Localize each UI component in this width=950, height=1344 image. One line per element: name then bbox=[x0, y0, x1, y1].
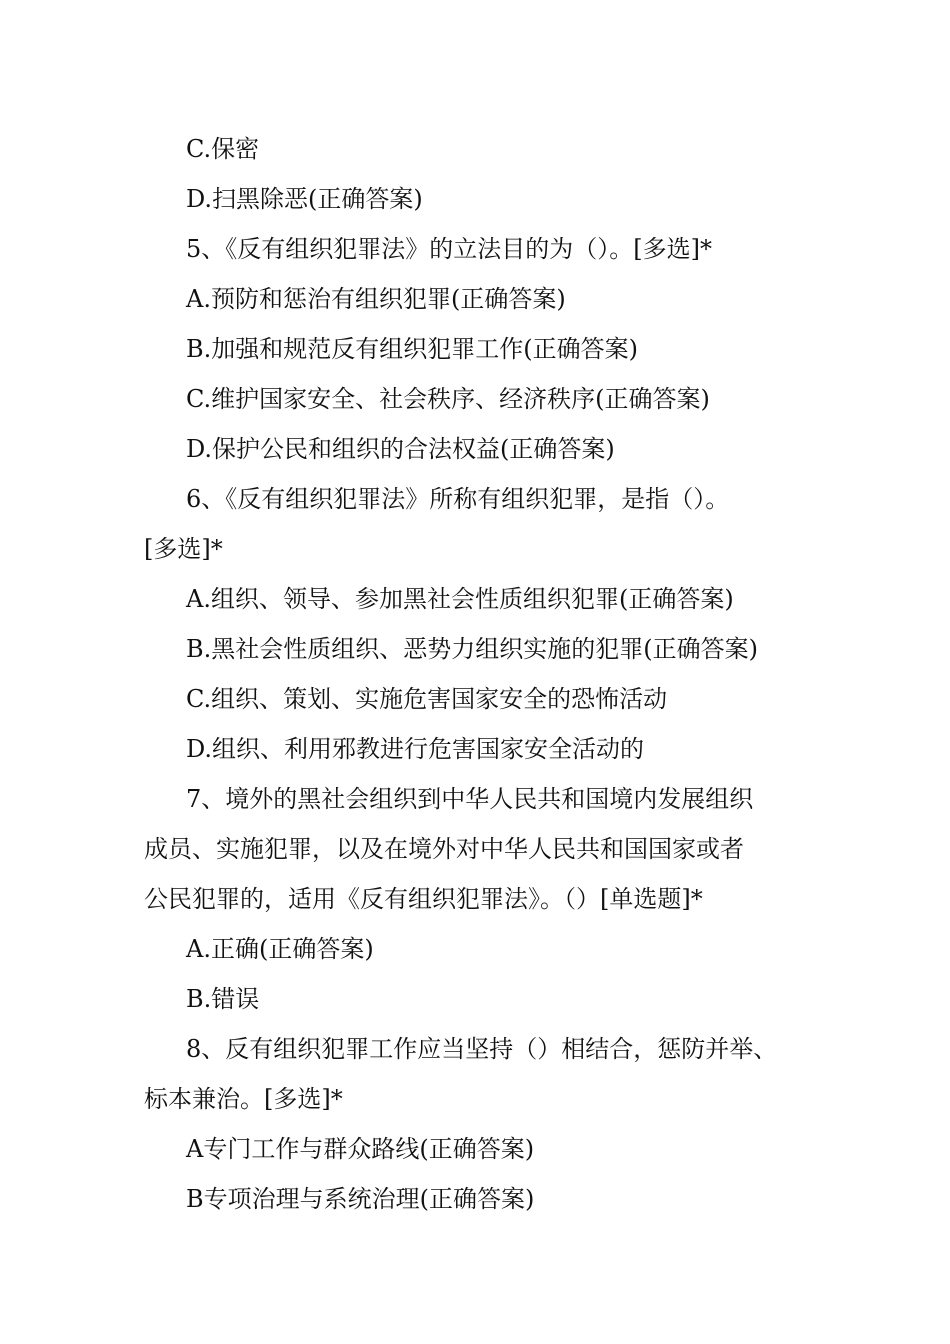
question-6-continued: [多选]* bbox=[144, 535, 223, 563]
option-c-q5: C.维护国家安全、社会秩序、经济秩序(正确答案) bbox=[186, 385, 710, 413]
option-b-q7: B.错误 bbox=[186, 985, 260, 1013]
option-a-q5: A.预防和惩治有组织犯罪(正确答案) bbox=[186, 285, 566, 313]
option-a-q7: A.正确(正确答案) bbox=[186, 935, 374, 963]
question-8-continued: 标本兼治。[多选]* bbox=[144, 1085, 343, 1113]
option-d-q6: D.组织、利用邪教进行危害国家安全活动的 bbox=[186, 735, 645, 763]
option-b-q6: B.黑社会性质组织、恶势力组织实施的犯罪(正确答案) bbox=[186, 635, 758, 663]
option-a-q8: A专门工作与群众路线(正确答案) bbox=[186, 1135, 535, 1163]
option-c-q6: C.组织、策划、实施危害国家安全的恐怖活动 bbox=[186, 685, 668, 713]
question-7-continued-1: 成员、实施犯罪，以及在境外对中华人民共和国国家或者 bbox=[144, 835, 744, 863]
option-c-q4: C.保密 bbox=[186, 135, 260, 163]
question-5: 5、《反有组织犯罪法》的立法目的为（）。[多选]* bbox=[186, 235, 712, 263]
option-a-q6: A.组织、领导、参加黑社会性质组织犯罪(正确答案) bbox=[186, 585, 734, 613]
question-8: 8、反有组织犯罪工作应当坚持（）相结合，惩防并举、 bbox=[186, 1035, 778, 1063]
question-7: 7、境外的黑社会组织到中华人民共和国境内发展组织 bbox=[186, 785, 754, 813]
option-d-q4: D.扫黑除恶(正确答案) bbox=[186, 185, 423, 213]
option-b-q5: B.加强和规范反有组织犯罪工作(正确答案) bbox=[186, 335, 638, 363]
option-b-q8: B专项治理与系统治理(正确答案) bbox=[186, 1185, 535, 1213]
question-7-continued-2: 公民犯罪的，适用《反有组织犯罪法》。（）[单选题]* bbox=[144, 885, 703, 913]
question-6: 6、《反有组织犯罪法》所称有组织犯罪，是指（）。 bbox=[186, 485, 730, 513]
option-d-q5: D.保护公民和组织的合法权益(正确答案) bbox=[186, 435, 615, 463]
